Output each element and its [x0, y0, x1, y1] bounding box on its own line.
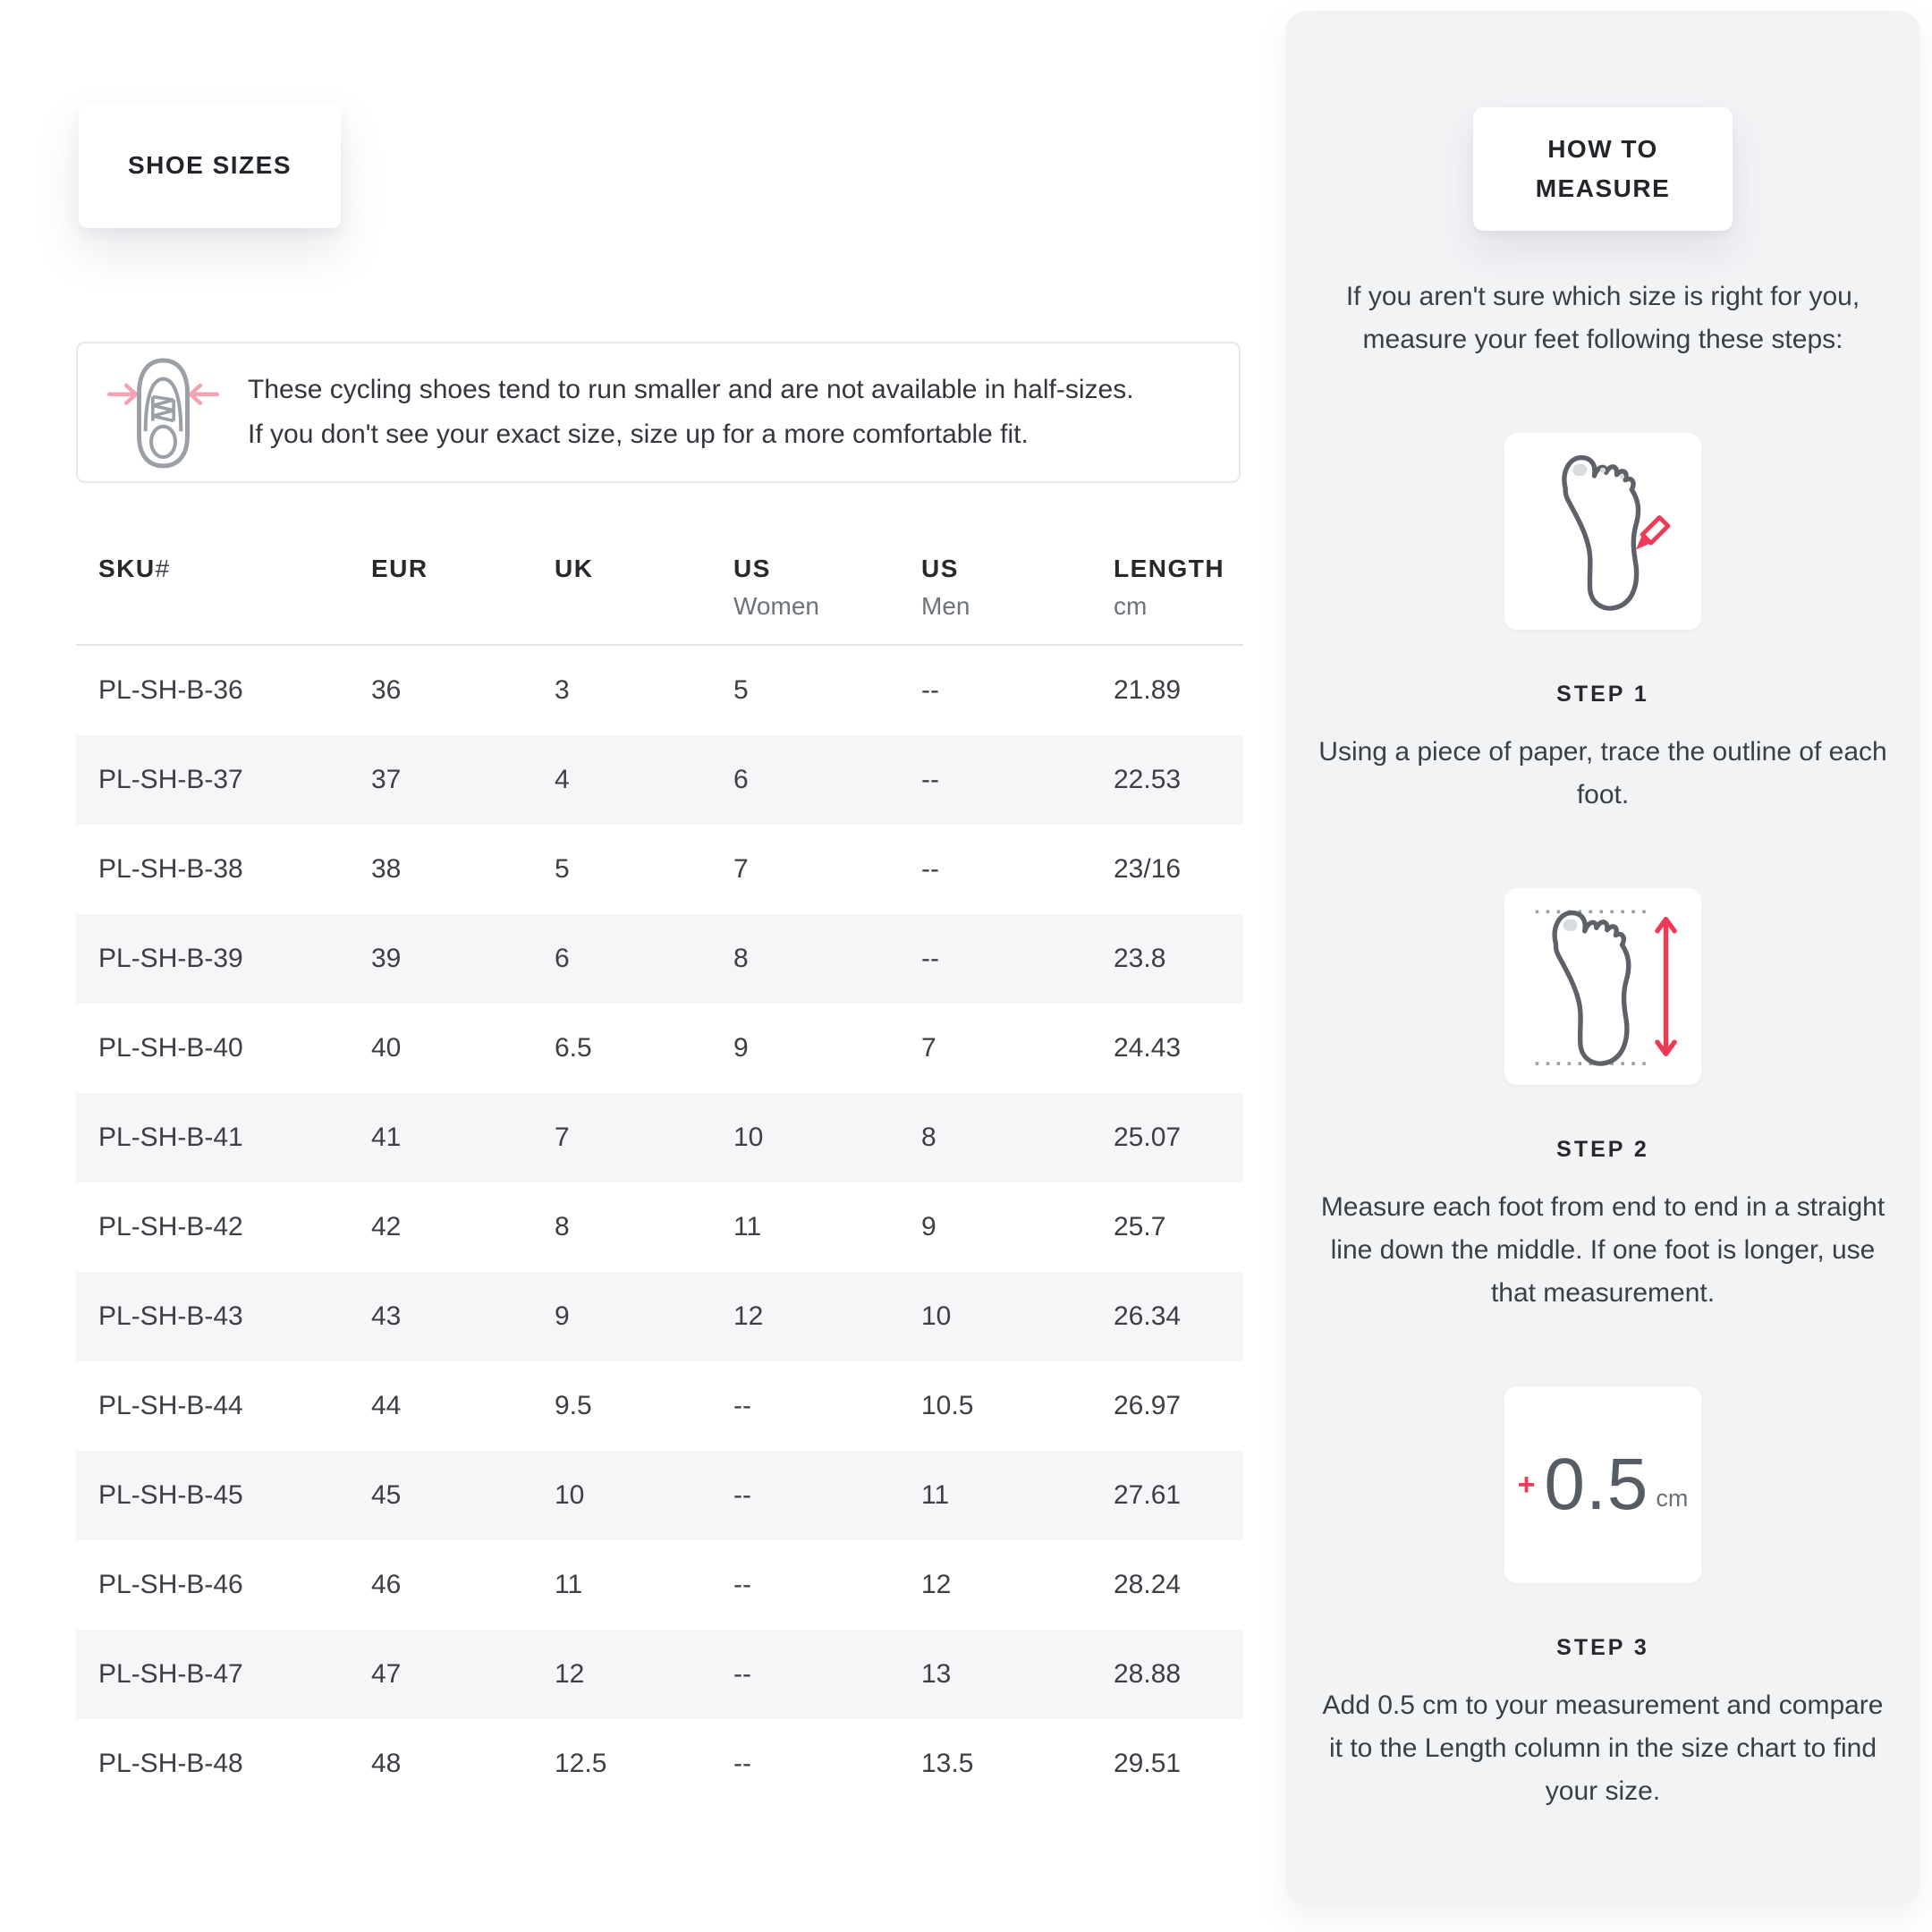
- table-cell: --: [921, 944, 939, 973]
- table-cell: 44: [371, 1391, 402, 1420]
- table-cell: 25.7: [1114, 1212, 1166, 1241]
- table-cell: 11: [921, 1480, 950, 1510]
- table-cell: PL-SH-B-44: [98, 1391, 243, 1420]
- column-header-length: LENGTH cm: [1114, 555, 1225, 620]
- step2-text: Measure each foot from end to end in a straight line down the middle. If one foot is longer, use that measurement.: [1320, 1192, 1885, 1308]
- table-cell: 13: [921, 1659, 952, 1689]
- table-body: [76, 646, 1243, 1809]
- table-cell: --: [733, 1659, 751, 1689]
- table-row: [76, 1093, 1243, 1182]
- table-cell: --: [733, 1749, 751, 1778]
- table-cell: PL-SH-B-42: [98, 1212, 243, 1241]
- step3-label: STEP 3: [1556, 1635, 1649, 1660]
- plus-sign: +: [1517, 1467, 1536, 1502]
- how-to-measure-panel: [1285, 11, 1920, 1905]
- table-cell: --: [921, 675, 939, 705]
- step2-figure: [1504, 888, 1701, 1085]
- table-cell: 39: [371, 944, 402, 973]
- table-cell: PL-SH-B-40: [98, 1033, 243, 1063]
- table-cell: PL-SH-B-43: [98, 1301, 243, 1331]
- table-cell: 12.5: [555, 1749, 607, 1778]
- table-row: [76, 646, 1243, 735]
- step1-text: Using a piece of paper, trace the outline of each foot.: [1318, 737, 1887, 809]
- table-row: [76, 1540, 1243, 1630]
- table-cell: 9: [733, 1033, 749, 1063]
- table-row: [76, 1004, 1243, 1093]
- table-cell: 6: [555, 944, 570, 973]
- table-cell: 3: [555, 675, 570, 705]
- sizing-notice-line2: If you don't see your exact size, size up for a more comfortable fit.: [248, 419, 1029, 449]
- table-cell: 12: [733, 1301, 764, 1331]
- table-cell: 42: [371, 1212, 402, 1241]
- table-row: [76, 735, 1243, 825]
- table-cell: 11: [555, 1570, 583, 1599]
- table-cell: 9.5: [555, 1391, 592, 1420]
- table-cell: --: [733, 1391, 751, 1420]
- foot-length-arrow-icon: [1515, 899, 1690, 1074]
- table-cell: PL-SH-B-41: [98, 1123, 243, 1152]
- table-cell: 10: [921, 1301, 952, 1331]
- column-header-us-women: US Women: [733, 555, 819, 620]
- table-cell: PL-SH-B-39: [98, 944, 243, 973]
- table-cell: 8: [555, 1212, 570, 1241]
- table-cell: --: [921, 854, 939, 884]
- table-cell: 13.5: [921, 1749, 974, 1778]
- table-cell: 45: [371, 1480, 402, 1510]
- table-cell: 46: [371, 1570, 402, 1599]
- table-row: [76, 1719, 1243, 1809]
- table-row: [76, 914, 1243, 1004]
- table-cell: 25.07: [1114, 1123, 1182, 1152]
- sizing-notice: [76, 342, 1241, 483]
- table-cell: 12: [921, 1570, 952, 1599]
- step2-label: STEP 2: [1556, 1137, 1649, 1162]
- table-row: [76, 1630, 1243, 1719]
- table-row: [76, 1272, 1243, 1361]
- table-cell: 9: [555, 1301, 570, 1331]
- table-cell: 9: [921, 1212, 936, 1241]
- table-cell: 29.51: [1114, 1749, 1182, 1778]
- table-cell: PL-SH-B-46: [98, 1570, 243, 1599]
- how-to-measure-title-card: [1473, 107, 1733, 231]
- table-cell: 47: [371, 1659, 402, 1689]
- table-cell: 24.43: [1114, 1033, 1182, 1063]
- step1-figure: [1504, 433, 1701, 630]
- table-cell: 11: [733, 1212, 762, 1241]
- cm-unit: cm: [1656, 1485, 1689, 1512]
- table-cell: 40: [371, 1033, 402, 1063]
- sizing-notice-text: [248, 368, 1134, 457]
- table-cell: 8: [921, 1123, 936, 1152]
- table-cell: 21.89: [1114, 675, 1182, 705]
- table-cell: 10.5: [921, 1391, 974, 1420]
- table-cell: --: [921, 765, 939, 794]
- table-header-row: [76, 555, 1243, 646]
- shoe-top-view-icon: [78, 352, 248, 473]
- sizing-notice-line1: These cycling shoes tend to run smaller and are not available in half-sizes.: [248, 375, 1134, 404]
- half-cm-value: 0.5: [1544, 1444, 1649, 1525]
- table-cell: 36: [371, 675, 402, 705]
- table-cell: 26.97: [1114, 1391, 1182, 1420]
- table-cell: 6.5: [555, 1033, 592, 1063]
- table-cell: 10: [733, 1123, 764, 1152]
- table-cell: --: [733, 1480, 751, 1510]
- table-cell: --: [733, 1570, 751, 1599]
- table-row: [76, 825, 1243, 914]
- table-cell: PL-SH-B-38: [98, 854, 243, 884]
- foot-trace-pencil-icon: [1524, 444, 1682, 619]
- table-cell: 22.53: [1114, 765, 1182, 794]
- shoe-sizes-title-card: [79, 103, 341, 228]
- table-cell: PL-SH-B-48: [98, 1749, 243, 1778]
- size-chart-table: [76, 555, 1243, 1809]
- hash-suffix: #: [155, 555, 170, 582]
- table-cell: 26.34: [1114, 1301, 1182, 1331]
- add-half-cm-figure: [1518, 1443, 1689, 1527]
- step3-text: Add 0.5 cm to your measurement and compare it to the Length column in the size chart to find your size.: [1322, 1690, 1884, 1806]
- page-title: SHOE SIZES: [127, 151, 292, 179]
- table-cell: 48: [371, 1749, 402, 1778]
- column-header-uk: UK: [555, 555, 594, 582]
- step1-label: STEP 1: [1556, 682, 1649, 707]
- table-row: [76, 1361, 1243, 1451]
- table-row: [76, 1182, 1243, 1272]
- table-cell: PL-SH-B-37: [98, 765, 243, 794]
- table-cell: PL-SH-B-36: [98, 675, 243, 705]
- table-cell: 23.8: [1114, 944, 1166, 973]
- table-cell: PL-SH-B-45: [98, 1480, 243, 1510]
- column-header-us-men: US Men: [921, 555, 970, 620]
- table-cell: 27.61: [1114, 1480, 1182, 1510]
- column-header-eur: EUR: [371, 555, 428, 582]
- table-cell: 28.24: [1114, 1570, 1182, 1599]
- table-cell: 41: [371, 1123, 402, 1152]
- table-cell: 28.88: [1114, 1659, 1182, 1689]
- table-cell: 12: [555, 1659, 585, 1689]
- table-cell: 8: [733, 944, 749, 973]
- table-cell: 5: [555, 854, 570, 884]
- table-cell: 43: [371, 1301, 402, 1331]
- table-row: [76, 1451, 1243, 1540]
- table-cell: 7: [733, 854, 749, 884]
- table-cell: 38: [371, 854, 402, 884]
- table-cell: 7: [555, 1123, 570, 1152]
- how-to-measure-title: HOW TO MEASURE: [1535, 135, 1671, 202]
- table-cell: PL-SH-B-47: [98, 1659, 243, 1689]
- table-cell: 5: [733, 675, 749, 705]
- table-cell: 23/16: [1114, 854, 1182, 884]
- table-cell: 10: [555, 1480, 585, 1510]
- table-cell: 4: [555, 765, 570, 794]
- column-header-sku: SKU#: [98, 555, 170, 582]
- step3-figure: [1504, 1386, 1701, 1583]
- table-cell: 6: [733, 765, 749, 794]
- measure-intro-text: If you aren't sure which size is right for you, measure your feet following these steps:: [1345, 282, 1860, 354]
- table-cell: 37: [371, 765, 402, 794]
- table-cell: 7: [921, 1033, 936, 1063]
